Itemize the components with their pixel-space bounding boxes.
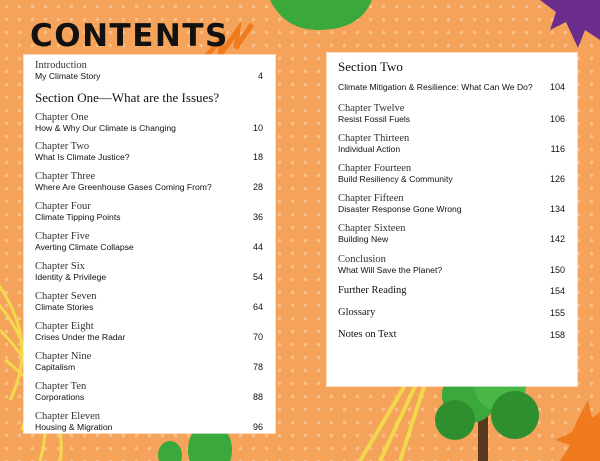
left-contents-panel — [24, 55, 275, 433]
toc-entry-label: Chapter Six — [35, 261, 85, 272]
toc-entry-title: Individual Action — [338, 144, 401, 154]
toc-entry-page: 10 — [252, 123, 263, 133]
toc-entry-label: Chapter Nine — [35, 351, 92, 362]
toc-entry-page: 154 — [549, 286, 565, 296]
toc-entry-title: Climate Tipping Points — [35, 212, 121, 222]
toc-entry-title: Capitalism — [35, 362, 76, 372]
toc-entry-label: Chapter Twelve — [338, 103, 405, 114]
toc-entry-page: 96 — [252, 422, 263, 432]
toc-entry-page: 104 — [549, 82, 565, 92]
toc-entry-chapter[interactable] — [35, 321, 263, 343]
toc-entry-page: 126 — [549, 174, 565, 184]
toc-entry-title: How & Why Our Climate is Changing — [35, 123, 176, 133]
toc-entry-chapter[interactable] — [35, 231, 263, 253]
toc-entry-label: Chapter Three — [35, 171, 96, 182]
toc-entry-chapter[interactable] — [35, 112, 263, 134]
toc-entry-label: Chapter Five — [35, 231, 90, 242]
toc-entry-title: Disaster Response Gone Wrong — [338, 204, 462, 214]
toc-entry-chapter[interactable] — [338, 223, 565, 245]
toc-entry-title: Build Resiliency & Community — [338, 174, 453, 184]
toc-entry-page: 28 — [252, 182, 263, 192]
section-two-heading: Section Two — [338, 59, 403, 74]
toc-entry-page: 142 — [549, 234, 565, 244]
toc-entry-title: Building New — [338, 234, 389, 244]
toc-entry-title: My Climate Story — [35, 71, 101, 81]
toc-entry-label: Conclusion — [338, 254, 386, 265]
toc-entry-page: 4 — [257, 71, 263, 81]
toc-entry-title: Where Are Greenhouse Gases Coming From? — [35, 182, 212, 192]
toc-entry-page: 36 — [252, 212, 263, 222]
toc-entry-page: 116 — [550, 144, 565, 154]
toc-entry-section-two-intro[interactable] — [338, 82, 565, 93]
toc-entry-label: Chapter Thirteen — [338, 133, 410, 144]
toc-entry-chapter[interactable] — [35, 351, 263, 373]
toc-entry-chapter[interactable] — [35, 291, 263, 313]
toc-entry-chapter[interactable] — [338, 103, 565, 125]
toc-entry-conclusion[interactable] — [338, 254, 565, 276]
toc-entry-title: What Will Save the Planet? — [338, 265, 443, 275]
toc-entry-label: Chapter Two — [35, 141, 90, 152]
toc-entry-page: 64 — [252, 302, 263, 312]
toc-entry-title: Glossary — [338, 307, 376, 318]
toc-entry-page: 134 — [549, 204, 565, 214]
bottom-leaf-icon-2 — [158, 441, 182, 461]
toc-entry-title: Averting Climate Collapse — [35, 242, 134, 252]
toc-entry-chapter[interactable] — [35, 381, 263, 403]
toc-entry-page: 158 — [549, 330, 565, 340]
toc-entry-page: 150 — [549, 265, 565, 275]
section-one-heading: Section One—What are the Issues? — [35, 90, 220, 105]
toc-entry-title: Further Reading — [338, 285, 407, 296]
toc-entry-page: 155 — [549, 308, 565, 318]
toc-entry-label: Chapter Eight — [35, 321, 94, 332]
toc-entry-chapter[interactable] — [338, 163, 565, 185]
toc-entry-chapter[interactable] — [35, 411, 263, 433]
toc-entry-label: Introduction — [35, 60, 87, 71]
toc-entry-title: Housing & Migration — [35, 422, 113, 432]
toc-entry-label: Chapter One — [35, 112, 89, 123]
toc-entry-label: Chapter Ten — [35, 381, 87, 392]
toc-entry-label: Chapter Seven — [35, 291, 97, 302]
toc-entry-chapter[interactable] — [338, 133, 565, 155]
toc-entry-title: Resist Fossil Fuels — [338, 114, 411, 124]
toc-entry-title: Climate Stories — [35, 302, 94, 312]
toc-entry-page: 44 — [252, 242, 263, 252]
toc-entry-title: What Is Climate Justice? — [35, 152, 130, 162]
toc-entry-page: 18 — [252, 152, 263, 162]
right-contents-panel — [327, 53, 577, 386]
toc-entry-chapter[interactable] — [338, 193, 565, 215]
toc-entry-page: 88 — [252, 392, 263, 402]
toc-entry-chapter[interactable] — [35, 141, 263, 163]
toc-entry-page: 54 — [252, 272, 263, 282]
toc-entry-title: Notes on Text — [338, 329, 397, 340]
toc-entry-chapter[interactable] — [35, 201, 263, 223]
toc-entry-title: Identity & Privilege — [35, 272, 107, 282]
toc-entry-chapter[interactable] — [35, 261, 263, 283]
toc-entry-notes[interactable] — [338, 329, 565, 341]
toc-entry-introduction[interactable] — [35, 60, 263, 82]
toc-entry-page: 70 — [252, 332, 263, 342]
toc-entry-label: Chapter Four — [35, 201, 91, 212]
toc-entry-title: Crises Under the Radar — [35, 332, 126, 342]
toc-entry-glossary[interactable] — [338, 307, 565, 319]
toc-entry-page: 106 — [549, 114, 565, 124]
top-leaf-icon — [270, 0, 372, 30]
page-title: CONTENTS — [30, 18, 229, 54]
toc-entry-page: 78 — [252, 362, 263, 372]
toc-entry-label: Chapter Fourteen — [338, 163, 412, 174]
toc-entry-label: Chapter Eleven — [35, 411, 101, 422]
toc-entry-title: Climate Mitigation & Resilience: What Can We Do? — [338, 82, 533, 92]
toc-entry-chapter[interactable] — [35, 171, 263, 193]
orange-splash-icon — [555, 400, 600, 461]
toc-entry-title: Corporations — [35, 392, 85, 402]
toc-entry-further-reading[interactable] — [338, 285, 565, 297]
purple-splash-icon — [540, 0, 600, 48]
toc-entry-label: Chapter Sixteen — [338, 223, 406, 234]
toc-entry-label: Chapter Fifteen — [338, 193, 404, 204]
